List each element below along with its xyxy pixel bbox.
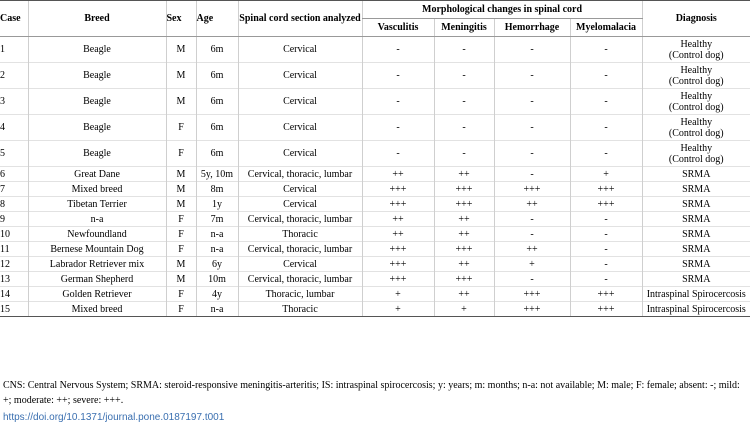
cell-vasculitis: -: [362, 37, 434, 63]
cell-hemorrhage: -: [494, 212, 570, 227]
table-row: [0, 287, 750, 302]
header-age: Age: [196, 1, 238, 37]
cell-age: 8m: [196, 182, 238, 197]
cell-section: Cervical: [238, 197, 362, 212]
cell-meningitis: +: [434, 302, 494, 317]
cell-case: 15: [0, 302, 28, 317]
cell-diagnosis: [642, 287, 750, 302]
cell-breed: Beagle: [28, 89, 166, 115]
cell-meningitis: -: [434, 89, 494, 115]
diagnosis-line-2: (Control dog): [668, 75, 724, 87]
cell-sex: F: [166, 302, 196, 317]
cell-breed: Beagle: [28, 37, 166, 63]
table-row: [0, 167, 750, 182]
cell-hemorrhage: +++: [494, 302, 570, 317]
header-meningitis: Meningitis: [434, 19, 494, 37]
cell-case: 5: [0, 141, 28, 167]
diagnosis-line-2: (Control dog): [668, 153, 724, 165]
cell-age: 6m: [196, 37, 238, 63]
cell-vasculitis: +++: [362, 197, 434, 212]
cell-age: 4y: [196, 287, 238, 302]
cell-section: Thoracic: [238, 302, 362, 317]
cell-sex: F: [166, 141, 196, 167]
cell-myelomalacia: -: [570, 257, 642, 272]
cell-age: 6m: [196, 141, 238, 167]
cell-hemorrhage: -: [494, 272, 570, 287]
table-row: [0, 302, 750, 317]
cell-vasculitis: +++: [362, 182, 434, 197]
cell-myelomalacia: +++: [570, 182, 642, 197]
cell-diagnosis: [642, 37, 750, 63]
cell-sex: M: [166, 272, 196, 287]
cell-myelomalacia: +: [570, 167, 642, 182]
header-diagnosis: Diagnosis: [642, 1, 750, 37]
cell-section: Cervical, thoracic, lumbar: [238, 242, 362, 257]
cell-myelomalacia: -: [570, 212, 642, 227]
cell-diagnosis: [642, 212, 750, 227]
header-morphological-group: Morphological changes in spinal cord: [362, 1, 642, 19]
cell-breed: Newfoundland: [28, 227, 166, 242]
diagnosis-line-1: Healthy: [680, 38, 713, 50]
cell-age: 5y, 10m: [196, 167, 238, 182]
cell-breed: Labrador Retriever mix: [28, 257, 166, 272]
header-myelomalacia: Myelomalacia: [570, 19, 642, 37]
cell-breed: n-a: [28, 212, 166, 227]
cell-meningitis: +++: [434, 242, 494, 257]
cell-case: 6: [0, 167, 28, 182]
header-breed: Breed: [28, 1, 166, 37]
cell-myelomalacia: -: [570, 63, 642, 89]
cell-sex: M: [166, 89, 196, 115]
cell-breed: Bernese Mountain Dog: [28, 242, 166, 257]
diagnosis-line-1: SRMA: [682, 273, 711, 285]
header-hemorrhage: Hemorrhage: [494, 19, 570, 37]
cell-age: n-a: [196, 227, 238, 242]
cell-vasculitis: ++: [362, 212, 434, 227]
cell-age: 10m: [196, 272, 238, 287]
cell-diagnosis: [642, 227, 750, 242]
cell-sex: F: [166, 227, 196, 242]
cell-breed: Golden Retriever: [28, 287, 166, 302]
table-row: [0, 115, 750, 141]
cell-sex: F: [166, 242, 196, 257]
cell-hemorrhage: ++: [494, 197, 570, 212]
cell-sex: M: [166, 63, 196, 89]
cell-vasculitis: ++: [362, 167, 434, 182]
cell-diagnosis: [642, 141, 750, 167]
cell-diagnosis: [642, 89, 750, 115]
cell-myelomalacia: +++: [570, 197, 642, 212]
cell-hemorrhage: ++: [494, 242, 570, 257]
cell-vasculitis: +++: [362, 242, 434, 257]
cell-section: Thoracic: [238, 227, 362, 242]
diagnosis-line-1: Healthy: [680, 90, 713, 102]
diagnosis-line-1: Intraspinal Spirocercosis: [646, 288, 746, 300]
cell-age: n-a: [196, 242, 238, 257]
diagnosis-line-1: SRMA: [682, 243, 711, 255]
diagnosis-line-1: Healthy: [680, 64, 713, 76]
table-row: [0, 242, 750, 257]
cell-myelomalacia: -: [570, 37, 642, 63]
cell-section: Cervical, thoracic, lumbar: [238, 212, 362, 227]
cell-vasculitis: +: [362, 302, 434, 317]
cell-myelomalacia: -: [570, 227, 642, 242]
cell-hemorrhage: +++: [494, 287, 570, 302]
cell-vasculitis: +++: [362, 257, 434, 272]
cell-vasculitis: ++: [362, 227, 434, 242]
table-row: [0, 272, 750, 287]
table-row: [0, 197, 750, 212]
diagnosis-line-2: (Control dog): [668, 49, 724, 61]
cell-age: 6m: [196, 115, 238, 141]
cell-section: Cervical, thoracic, lumbar: [238, 272, 362, 287]
table-row: [0, 227, 750, 242]
cell-breed: Mixed breed: [28, 182, 166, 197]
cell-breed: Beagle: [28, 115, 166, 141]
cell-section: Cervical: [238, 37, 362, 63]
table-row: [0, 257, 750, 272]
cell-section: Cervical: [238, 257, 362, 272]
cell-meningitis: ++: [434, 167, 494, 182]
cell-sex: M: [166, 182, 196, 197]
cell-sex: M: [166, 167, 196, 182]
diagnosis-line-1: SRMA: [682, 228, 711, 240]
cell-myelomalacia: +++: [570, 287, 642, 302]
diagnosis-line-2: (Control dog): [668, 127, 724, 139]
cell-case: 13: [0, 272, 28, 287]
cell-sex: F: [166, 287, 196, 302]
cell-diagnosis: [642, 302, 750, 317]
cell-sex: M: [166, 257, 196, 272]
cell-hemorrhage: -: [494, 115, 570, 141]
cell-hemorrhage: +++: [494, 182, 570, 197]
table-row: [0, 182, 750, 197]
cell-section: Cervical: [238, 63, 362, 89]
cell-sex: M: [166, 37, 196, 63]
cell-vasculitis: -: [362, 89, 434, 115]
cell-diagnosis: [642, 257, 750, 272]
cell-myelomalacia: -: [570, 141, 642, 167]
cell-section: Thoracic, lumbar: [238, 287, 362, 302]
cell-meningitis: ++: [434, 212, 494, 227]
cell-case: 11: [0, 242, 28, 257]
cell-meningitis: ++: [434, 227, 494, 242]
cell-section: Cervical: [238, 89, 362, 115]
cell-hemorrhage: -: [494, 37, 570, 63]
cell-case: 12: [0, 257, 28, 272]
cell-breed: Great Dane: [28, 167, 166, 182]
cell-age: 1y: [196, 197, 238, 212]
cell-diagnosis: [642, 197, 750, 212]
doi-link[interactable]: https://doi.org/10.1371/journal.pone.0187197.t001: [3, 412, 225, 423]
table-row: [0, 89, 750, 115]
cell-meningitis: -: [434, 115, 494, 141]
cell-hemorrhage: +: [494, 257, 570, 272]
cell-case: 3: [0, 89, 28, 115]
cell-case: 9: [0, 212, 28, 227]
cell-case: 8: [0, 197, 28, 212]
cell-section: Cervical: [238, 182, 362, 197]
header-case: Case: [0, 1, 28, 37]
diagnosis-line-2: (Control dog): [668, 101, 724, 113]
diagnosis-line-1: Healthy: [680, 116, 713, 128]
cell-vasculitis: -: [362, 115, 434, 141]
cell-breed: Beagle: [28, 63, 166, 89]
diagnosis-line-1: SRMA: [682, 168, 711, 180]
cell-vasculitis: -: [362, 63, 434, 89]
cell-age: 6m: [196, 63, 238, 89]
header-vasculitis: Vasculitis: [362, 19, 434, 37]
cell-section: Cervical: [238, 141, 362, 167]
diagnosis-line-1: Healthy: [680, 142, 713, 154]
cell-age: 6y: [196, 257, 238, 272]
cell-diagnosis: [642, 63, 750, 89]
cell-diagnosis: [642, 242, 750, 257]
cell-meningitis: +++: [434, 272, 494, 287]
cell-hemorrhage: -: [494, 141, 570, 167]
cell-age: 7m: [196, 212, 238, 227]
cell-diagnosis: [642, 115, 750, 141]
cell-sex: F: [166, 212, 196, 227]
diagnosis-line-1: SRMA: [682, 213, 711, 225]
cell-vasculitis: +: [362, 287, 434, 302]
cell-meningitis: +++: [434, 197, 494, 212]
cell-case: 1: [0, 37, 28, 63]
cell-age: 6m: [196, 89, 238, 115]
diagnosis-line-1: SRMA: [682, 258, 711, 270]
cell-breed: Beagle: [28, 141, 166, 167]
cell-meningitis: -: [434, 141, 494, 167]
cell-hemorrhage: -: [494, 63, 570, 89]
cell-myelomalacia: -: [570, 89, 642, 115]
header-section: Spinal cord section analyzed: [238, 1, 362, 37]
cell-vasculitis: -: [362, 141, 434, 167]
cell-myelomalacia: -: [570, 272, 642, 287]
diagnosis-line-1: SRMA: [682, 183, 711, 195]
cell-myelomalacia: +++: [570, 302, 642, 317]
cell-case: 7: [0, 182, 28, 197]
table-body: [0, 37, 750, 317]
cell-myelomalacia: -: [570, 115, 642, 141]
header-sex: Sex: [166, 1, 196, 37]
cell-case: 14: [0, 287, 28, 302]
cell-hemorrhage: -: [494, 227, 570, 242]
cell-hemorrhage: -: [494, 89, 570, 115]
cell-myelomalacia: -: [570, 242, 642, 257]
cell-meningitis: ++: [434, 257, 494, 272]
cell-meningitis: ++: [434, 287, 494, 302]
cell-breed: German Shepherd: [28, 272, 166, 287]
cell-meningitis: -: [434, 37, 494, 63]
diagnosis-line-1: SRMA: [682, 198, 711, 210]
cell-sex: M: [166, 197, 196, 212]
table-footnote: CNS: Central Nervous System; SRMA: steroid-responsive meningitis-arteritis; IS: intraspinal spirocercosis; y: years; m: months; n-a: not available; M: male; F: female; absent: -; mild: +; moderate: ++; severe: +++.: [3, 380, 740, 406]
cell-vasculitis: +++: [362, 272, 434, 287]
cell-hemorrhage: -: [494, 167, 570, 182]
cell-section: Cervical, thoracic, lumbar: [238, 167, 362, 182]
cell-diagnosis: [642, 167, 750, 182]
cell-breed: Tibetan Terrier: [28, 197, 166, 212]
cell-breed: Mixed breed: [28, 302, 166, 317]
cell-meningitis: -: [434, 63, 494, 89]
cell-case: 2: [0, 63, 28, 89]
table-row: [0, 212, 750, 227]
table-row: [0, 63, 750, 89]
cell-diagnosis: [642, 272, 750, 287]
diagnosis-line-1: Intraspinal Spirocercosis: [646, 303, 746, 315]
cell-age: n-a: [196, 302, 238, 317]
cell-case: 4: [0, 115, 28, 141]
cell-case: 10: [0, 227, 28, 242]
cell-sex: F: [166, 115, 196, 141]
table-row: [0, 141, 750, 167]
table-row: [0, 37, 750, 63]
cell-diagnosis: [642, 182, 750, 197]
cell-section: Cervical: [238, 115, 362, 141]
cell-meningitis: +++: [434, 182, 494, 197]
